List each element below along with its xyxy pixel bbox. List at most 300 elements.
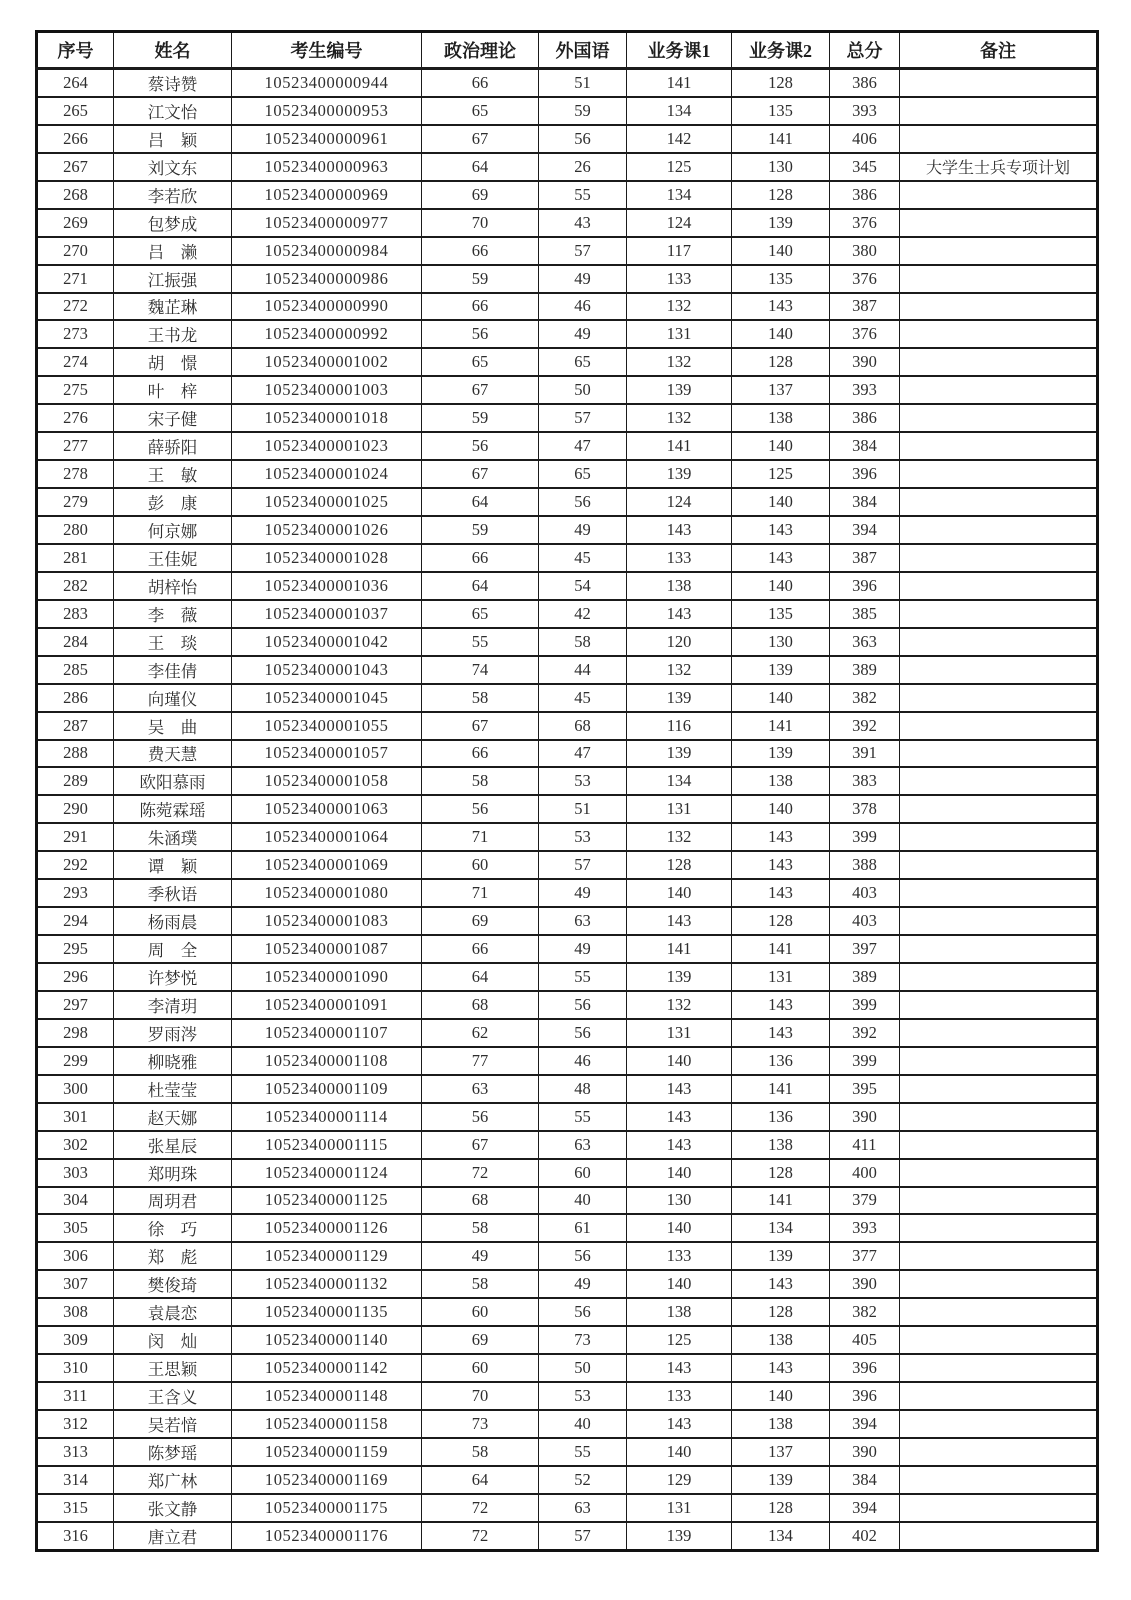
cell-no: 269 (37, 209, 114, 237)
table-row (37, 237, 1098, 265)
table-row (37, 1214, 1098, 1242)
cell-no: 287 (37, 712, 114, 740)
cell-politics: 58 (422, 1270, 539, 1298)
cell-no: 307 (37, 1270, 114, 1298)
cell-politics: 58 (422, 767, 539, 795)
cell-foreign-language: 49 (539, 879, 627, 907)
cell-candidate-id: 10523400001042 (232, 628, 422, 656)
cell-foreign-language: 49 (539, 265, 627, 293)
cell-candidate-id: 10523400000953 (232, 97, 422, 125)
cell-politics: 66 (422, 293, 539, 321)
cell-total: 393 (830, 1214, 900, 1242)
cell-remark (900, 432, 1098, 460)
cell-course2: 141 (732, 1075, 830, 1103)
cell-course1: 125 (627, 1326, 732, 1354)
cell-candidate-id: 10523400001124 (232, 1159, 422, 1187)
table-row (37, 293, 1098, 321)
cell-politics: 62 (422, 1019, 539, 1047)
cell-total: 386 (830, 181, 900, 209)
cell-foreign-language: 50 (539, 1354, 627, 1382)
cell-foreign-language: 60 (539, 1159, 627, 1187)
cell-foreign-language: 65 (539, 348, 627, 376)
cell-total: 384 (830, 488, 900, 516)
cell-no: 278 (37, 460, 114, 488)
cell-name: 周玥君 (114, 1187, 232, 1215)
cell-candidate-id: 10523400001125 (232, 1187, 422, 1215)
cell-foreign-language: 63 (539, 1494, 627, 1522)
table-row (37, 963, 1098, 991)
cell-total: 403 (830, 879, 900, 907)
cell-total: 396 (830, 572, 900, 600)
cell-course2: 134 (732, 1214, 830, 1242)
cell-course2: 128 (732, 181, 830, 209)
cell-politics: 55 (422, 628, 539, 656)
cell-name: 朱涵璞 (114, 823, 232, 851)
cell-course2: 138 (732, 1410, 830, 1438)
table-row (37, 1354, 1098, 1382)
cell-name: 薛骄阳 (114, 432, 232, 460)
column-header-no: 序号 (37, 32, 114, 69)
table-row (37, 404, 1098, 432)
table-row (37, 991, 1098, 1019)
cell-name: 王书龙 (114, 320, 232, 348)
column-header-candidate-id: 考生编号 (232, 32, 422, 69)
cell-course2: 139 (732, 1242, 830, 1270)
cell-foreign-language: 50 (539, 376, 627, 404)
cell-no: 301 (37, 1103, 114, 1131)
cell-foreign-language: 56 (539, 1019, 627, 1047)
cell-course2: 136 (732, 1047, 830, 1075)
column-header-course1: 业务课1 (627, 32, 732, 69)
cell-candidate-id: 10523400001028 (232, 544, 422, 572)
cell-no: 298 (37, 1019, 114, 1047)
cell-course1: 138 (627, 1298, 732, 1326)
cell-candidate-id: 10523400000963 (232, 153, 422, 181)
cell-course2: 138 (732, 767, 830, 795)
cell-name: 吕 颖 (114, 125, 232, 153)
cell-foreign-language: 44 (539, 656, 627, 684)
cell-total: 391 (830, 740, 900, 768)
cell-politics: 70 (422, 209, 539, 237)
cell-course1: 130 (627, 1187, 732, 1215)
cell-course1: 143 (627, 1131, 732, 1159)
cell-foreign-language: 47 (539, 432, 627, 460)
score-table (35, 30, 1099, 1552)
cell-politics: 69 (422, 907, 539, 935)
cell-no: 276 (37, 404, 114, 432)
cell-politics: 64 (422, 963, 539, 991)
cell-no: 297 (37, 991, 114, 1019)
cell-candidate-id: 10523400001080 (232, 879, 422, 907)
cell-no: 304 (37, 1187, 114, 1215)
cell-course1: 131 (627, 1019, 732, 1047)
cell-name: 叶 梓 (114, 376, 232, 404)
table-row (37, 1103, 1098, 1131)
cell-remark (900, 265, 1098, 293)
cell-course1: 128 (627, 851, 732, 879)
cell-course2: 130 (732, 628, 830, 656)
cell-no: 271 (37, 265, 114, 293)
cell-course1: 132 (627, 991, 732, 1019)
cell-name: 柳晓雅 (114, 1047, 232, 1075)
cell-course1: 140 (627, 1270, 732, 1298)
cell-course2: 143 (732, 1270, 830, 1298)
cell-politics: 72 (422, 1494, 539, 1522)
cell-politics: 72 (422, 1522, 539, 1550)
cell-candidate-id: 10523400001142 (232, 1354, 422, 1382)
cell-politics: 60 (422, 1298, 539, 1326)
cell-name: 刘文东 (114, 153, 232, 181)
cell-candidate-id: 10523400000944 (232, 69, 422, 97)
cell-name: 江振强 (114, 265, 232, 293)
cell-course2: 138 (732, 1131, 830, 1159)
cell-remark (900, 1019, 1098, 1047)
cell-name: 杜莹莹 (114, 1075, 232, 1103)
cell-course1: 138 (627, 572, 732, 600)
cell-course1: 140 (627, 1438, 732, 1466)
table-row (37, 460, 1098, 488)
cell-name: 王思颖 (114, 1354, 232, 1382)
cell-no: 294 (37, 907, 114, 935)
cell-total: 345 (830, 153, 900, 181)
cell-candidate-id: 10523400001126 (232, 1214, 422, 1242)
cell-no: 266 (37, 125, 114, 153)
cell-course1: 131 (627, 1494, 732, 1522)
cell-course2: 143 (732, 1354, 830, 1382)
cell-course2: 141 (732, 935, 830, 963)
cell-candidate-id: 10523400001091 (232, 991, 422, 1019)
cell-candidate-id: 10523400001159 (232, 1438, 422, 1466)
cell-foreign-language: 59 (539, 97, 627, 125)
cell-foreign-language: 55 (539, 181, 627, 209)
cell-course2: 137 (732, 1438, 830, 1466)
cell-no: 285 (37, 656, 114, 684)
cell-course1: 125 (627, 153, 732, 181)
table-row (37, 1326, 1098, 1354)
cell-remark (900, 516, 1098, 544)
cell-remark (900, 712, 1098, 740)
cell-foreign-language: 45 (539, 544, 627, 572)
cell-remark (900, 851, 1098, 879)
cell-candidate-id: 10523400001002 (232, 348, 422, 376)
cell-total: 389 (830, 963, 900, 991)
cell-no: 290 (37, 795, 114, 823)
cell-no: 275 (37, 376, 114, 404)
cell-total: 387 (830, 544, 900, 572)
cell-course2: 128 (732, 1159, 830, 1187)
cell-foreign-language: 45 (539, 684, 627, 712)
cell-remark (900, 97, 1098, 125)
cell-no: 308 (37, 1298, 114, 1326)
cell-total: 405 (830, 1326, 900, 1354)
cell-remark (900, 1466, 1098, 1494)
cell-remark (900, 963, 1098, 991)
cell-course2: 139 (732, 209, 830, 237)
cell-remark (900, 740, 1098, 768)
cell-remark (900, 991, 1098, 1019)
cell-remark (900, 767, 1098, 795)
cell-candidate-id: 10523400001129 (232, 1242, 422, 1270)
cell-course1: 117 (627, 237, 732, 265)
cell-course2: 140 (732, 320, 830, 348)
cell-remark (900, 1522, 1098, 1550)
cell-foreign-language: 57 (539, 404, 627, 432)
cell-course2: 140 (732, 432, 830, 460)
cell-total: 396 (830, 1382, 900, 1410)
table-row (37, 69, 1098, 97)
cell-total: 382 (830, 1298, 900, 1326)
table-row (37, 656, 1098, 684)
cell-politics: 66 (422, 237, 539, 265)
cell-candidate-id: 10523400000986 (232, 265, 422, 293)
cell-candidate-id: 10523400001132 (232, 1270, 422, 1298)
cell-remark (900, 1410, 1098, 1438)
cell-remark (900, 572, 1098, 600)
cell-course2: 143 (732, 516, 830, 544)
cell-politics: 64 (422, 572, 539, 600)
cell-course2: 128 (732, 1494, 830, 1522)
cell-politics: 74 (422, 656, 539, 684)
cell-course1: 139 (627, 376, 732, 404)
cell-foreign-language: 56 (539, 991, 627, 1019)
cell-course2: 143 (732, 1019, 830, 1047)
cell-candidate-id: 10523400001036 (232, 572, 422, 600)
cell-politics: 77 (422, 1047, 539, 1075)
cell-politics: 66 (422, 544, 539, 572)
table-row (37, 628, 1098, 656)
column-header-total: 总分 (830, 32, 900, 69)
cell-no: 274 (37, 348, 114, 376)
cell-course2: 140 (732, 237, 830, 265)
cell-politics: 66 (422, 69, 539, 97)
cell-total: 390 (830, 348, 900, 376)
cell-name: 樊俊琦 (114, 1270, 232, 1298)
cell-remark (900, 1242, 1098, 1270)
cell-no: 305 (37, 1214, 114, 1242)
cell-course1: 133 (627, 1242, 732, 1270)
cell-course1: 132 (627, 404, 732, 432)
cell-total: 386 (830, 69, 900, 97)
cell-name: 李 薇 (114, 600, 232, 628)
cell-remark (900, 684, 1098, 712)
cell-total: 377 (830, 1242, 900, 1270)
cell-course2: 136 (732, 1103, 830, 1131)
cell-name: 吴 曲 (114, 712, 232, 740)
cell-candidate-id: 10523400001114 (232, 1103, 422, 1131)
cell-total: 396 (830, 1354, 900, 1382)
cell-remark (900, 1159, 1098, 1187)
cell-no: 296 (37, 963, 114, 991)
cell-candidate-id: 10523400001026 (232, 516, 422, 544)
cell-politics: 64 (422, 153, 539, 181)
cell-course1: 132 (627, 293, 732, 321)
cell-course2: 141 (732, 125, 830, 153)
cell-name: 蔡诗赞 (114, 69, 232, 97)
cell-course2: 135 (732, 265, 830, 293)
cell-candidate-id: 10523400001045 (232, 684, 422, 712)
cell-foreign-language: 53 (539, 823, 627, 851)
cell-politics: 71 (422, 823, 539, 851)
cell-total: 384 (830, 1466, 900, 1494)
cell-course1: 132 (627, 656, 732, 684)
cell-remark (900, 1438, 1098, 1466)
cell-course1: 134 (627, 767, 732, 795)
cell-remark (900, 293, 1098, 321)
table-row (37, 1047, 1098, 1075)
cell-politics: 58 (422, 1214, 539, 1242)
cell-no: 300 (37, 1075, 114, 1103)
table-row (37, 97, 1098, 125)
cell-no: 291 (37, 823, 114, 851)
table-row (37, 795, 1098, 823)
cell-foreign-language: 65 (539, 460, 627, 488)
cell-course2: 140 (732, 488, 830, 516)
cell-course1: 131 (627, 320, 732, 348)
table-row (37, 1466, 1098, 1494)
cell-course2: 128 (732, 69, 830, 97)
cell-candidate-id: 10523400001024 (232, 460, 422, 488)
cell-name: 王 敏 (114, 460, 232, 488)
cell-course2: 128 (732, 348, 830, 376)
cell-total: 382 (830, 684, 900, 712)
cell-candidate-id: 10523400001087 (232, 935, 422, 963)
cell-course1: 139 (627, 740, 732, 768)
cell-foreign-language: 56 (539, 125, 627, 153)
cell-no: 282 (37, 572, 114, 600)
cell-no: 267 (37, 153, 114, 181)
cell-name: 欧阳慕雨 (114, 767, 232, 795)
cell-candidate-id: 10523400001055 (232, 712, 422, 740)
cell-course2: 138 (732, 1326, 830, 1354)
cell-foreign-language: 57 (539, 1522, 627, 1550)
cell-name: 王佳妮 (114, 544, 232, 572)
cell-remark (900, 1326, 1098, 1354)
cell-politics: 58 (422, 1438, 539, 1466)
score-sheet (35, 30, 1099, 1552)
cell-remark (900, 1270, 1098, 1298)
table-row (37, 432, 1098, 460)
cell-total: 390 (830, 1270, 900, 1298)
cell-name: 许梦悦 (114, 963, 232, 991)
cell-name: 赵天娜 (114, 1103, 232, 1131)
cell-foreign-language: 55 (539, 1438, 627, 1466)
cell-name: 张星辰 (114, 1131, 232, 1159)
cell-candidate-id: 10523400001023 (232, 432, 422, 460)
cell-politics: 68 (422, 1187, 539, 1215)
cell-candidate-id: 10523400001108 (232, 1047, 422, 1075)
cell-no: 270 (37, 237, 114, 265)
cell-course1: 132 (627, 348, 732, 376)
table-row (37, 1131, 1098, 1159)
cell-foreign-language: 58 (539, 628, 627, 656)
cell-foreign-language: 73 (539, 1326, 627, 1354)
cell-total: 388 (830, 851, 900, 879)
cell-course2: 143 (732, 879, 830, 907)
cell-candidate-id: 10523400001175 (232, 1494, 422, 1522)
cell-course1: 143 (627, 1103, 732, 1131)
cell-course1: 141 (627, 432, 732, 460)
cell-candidate-id: 10523400001063 (232, 795, 422, 823)
cell-name: 胡梓怡 (114, 572, 232, 600)
cell-remark (900, 544, 1098, 572)
cell-politics: 69 (422, 1326, 539, 1354)
cell-candidate-id: 10523400001025 (232, 488, 422, 516)
cell-course2: 140 (732, 684, 830, 712)
cell-candidate-id: 10523400000977 (232, 209, 422, 237)
table-row (37, 376, 1098, 404)
cell-foreign-language: 43 (539, 209, 627, 237)
cell-total: 393 (830, 97, 900, 125)
cell-candidate-id: 10523400001107 (232, 1019, 422, 1047)
cell-politics: 59 (422, 516, 539, 544)
cell-course2: 125 (732, 460, 830, 488)
cell-remark (900, 879, 1098, 907)
cell-politics: 73 (422, 1410, 539, 1438)
cell-total: 397 (830, 935, 900, 963)
cell-foreign-language: 49 (539, 935, 627, 963)
cell-name: 吕 濑 (114, 237, 232, 265)
cell-politics: 67 (422, 460, 539, 488)
cell-candidate-id: 10523400001003 (232, 376, 422, 404)
cell-politics: 65 (422, 97, 539, 125)
cell-total: 376 (830, 209, 900, 237)
cell-course1: 140 (627, 1047, 732, 1075)
cell-foreign-language: 49 (539, 1270, 627, 1298)
cell-remark (900, 237, 1098, 265)
cell-no: 280 (37, 516, 114, 544)
cell-course2: 135 (732, 600, 830, 628)
cell-total: 394 (830, 1410, 900, 1438)
cell-remark (900, 1214, 1098, 1242)
cell-politics: 63 (422, 1075, 539, 1103)
table-row (37, 600, 1098, 628)
cell-course1: 131 (627, 795, 732, 823)
cell-candidate-id: 10523400001109 (232, 1075, 422, 1103)
cell-name: 郑 彪 (114, 1242, 232, 1270)
cell-course2: 130 (732, 153, 830, 181)
table-row (37, 265, 1098, 293)
table-row (37, 320, 1098, 348)
cell-candidate-id: 10523400001083 (232, 907, 422, 935)
cell-foreign-language: 48 (539, 1075, 627, 1103)
cell-no: 306 (37, 1242, 114, 1270)
cell-name: 王 琰 (114, 628, 232, 656)
cell-candidate-id: 10523400001037 (232, 600, 422, 628)
cell-name: 彭 康 (114, 488, 232, 516)
cell-name: 陈梦瑶 (114, 1438, 232, 1466)
cell-total: 390 (830, 1438, 900, 1466)
cell-remark (900, 907, 1098, 935)
cell-no: 277 (37, 432, 114, 460)
cell-candidate-id: 10523400001069 (232, 851, 422, 879)
cell-name: 何京娜 (114, 516, 232, 544)
column-header-course2: 业务课2 (732, 32, 830, 69)
cell-candidate-id: 10523400001018 (232, 404, 422, 432)
cell-foreign-language: 53 (539, 767, 627, 795)
cell-no: 273 (37, 320, 114, 348)
cell-candidate-id: 10523400001064 (232, 823, 422, 851)
cell-remark (900, 628, 1098, 656)
cell-course1: 134 (627, 181, 732, 209)
table-row (37, 516, 1098, 544)
cell-total: 394 (830, 516, 900, 544)
table-row (37, 851, 1098, 879)
cell-politics: 64 (422, 488, 539, 516)
cell-course2: 141 (732, 1187, 830, 1215)
cell-name: 袁晨恋 (114, 1298, 232, 1326)
cell-course1: 140 (627, 1159, 732, 1187)
cell-foreign-language: 54 (539, 572, 627, 600)
